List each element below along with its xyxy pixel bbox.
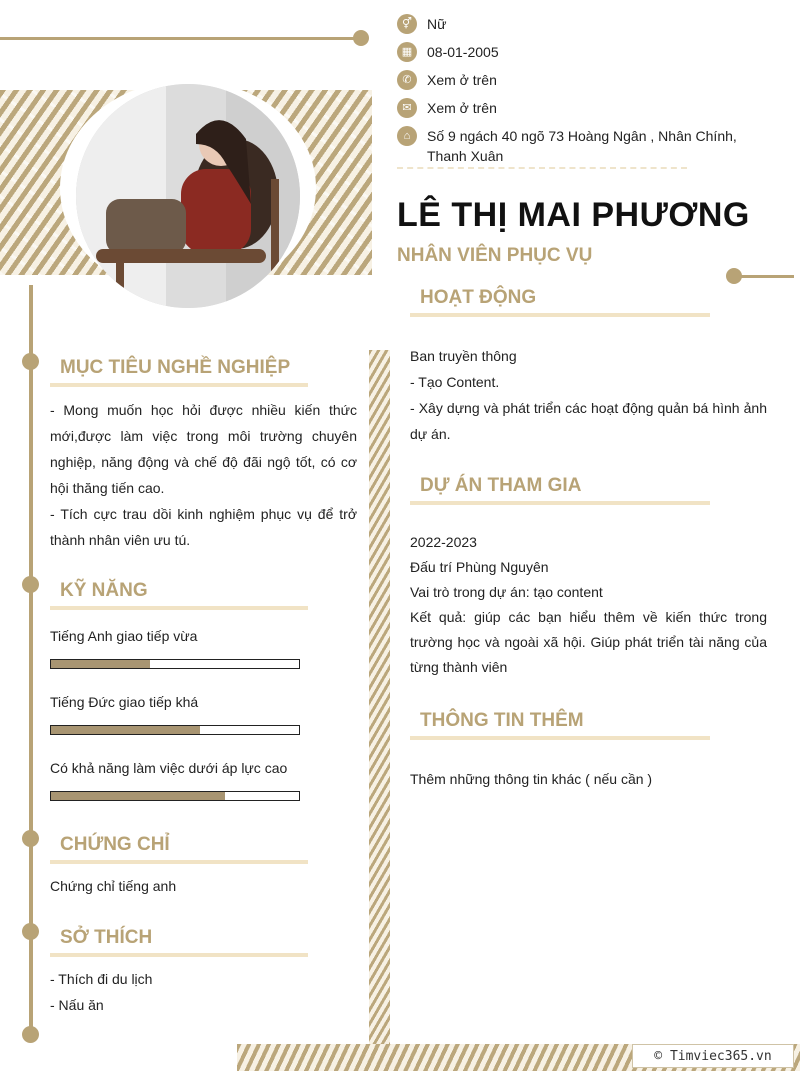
activity-line: - Xây dựng và phát triển các hoạt động quản bá hình ảnh dự án. (410, 400, 767, 442)
timeline-dot (22, 830, 39, 847)
skills-title: KỸ NĂNG (60, 580, 148, 601)
contact-phone (397, 70, 777, 90)
skill-bar (50, 659, 300, 669)
candidate-name: LÊ THỊ MAI PHƯƠNG (397, 196, 750, 234)
timeline-dot (22, 576, 39, 593)
timeline-dot (22, 923, 39, 940)
activity-line: - Tạo Content. (410, 374, 500, 390)
contact-birthday (397, 42, 777, 62)
contact-address (397, 126, 777, 166)
project-line: Đấu trí Phùng Nguyên (410, 559, 549, 575)
activity-line: Ban truyền thông (410, 348, 517, 364)
project-line: Kết quả: giúp các bạn hiểu thêm về kiến thức trong trường học và ngoài xã hội. Giúp phát triển tài năng của từng thành viên (410, 609, 767, 675)
project-line: 2022-2023 (410, 534, 477, 550)
timeline-dot (22, 353, 39, 370)
skill-label: Có khả năng làm việc dưới áp lực cao (50, 760, 288, 776)
activities-text (410, 343, 767, 447)
hobbies-text (50, 966, 350, 1018)
activities-underline (410, 313, 710, 317)
projects-title: DỰ ÁN THAM GIA (420, 475, 582, 496)
skill-label: Tiếng Đức giao tiếp khá (50, 694, 199, 710)
job-title: NHÂN VIÊN PHỤC VỤ (397, 245, 593, 266)
decorative-hatch-strip (369, 350, 390, 1045)
skill-bar-fill (51, 792, 225, 800)
envelope-icon: ✉ (397, 98, 417, 118)
timeline-dot (22, 1026, 39, 1043)
activities-title: HOẠT ĐỘNG (420, 287, 537, 308)
right-rule-dot (726, 268, 742, 284)
contact-email (397, 98, 777, 118)
email-value: Xem ở trên (427, 100, 497, 116)
extra-title: THÔNG TIN THÊM (420, 710, 584, 731)
objective-line: - Mong muốn học hỏi được nhiều kiến thức mới,được làm việc trong môi trường chuyên nghiệp, năng động và chế độ đãi ngộ tốt, có cơ hội thăng tiến cao. (50, 402, 357, 496)
project-line: Vai trò trong dự án: tạo content (410, 584, 603, 600)
top-rule-dot (353, 30, 369, 46)
birthday-value: 08-01-2005 (427, 44, 499, 60)
certificates-text: Chứng chỉ tiếng anh (50, 878, 177, 894)
extra-text: Thêm những thông tin khác ( nếu cần ) (410, 771, 653, 787)
top-rule (0, 37, 356, 40)
certificates-underline (50, 860, 308, 864)
home-icon: ⌂ (397, 126, 417, 146)
hobbies-title: SỞ THÍCH (60, 927, 153, 948)
skill-bar (50, 725, 300, 735)
projects-underline (410, 501, 710, 505)
objective-underline (50, 383, 308, 387)
skills-underline (50, 606, 308, 610)
phone-icon: ✆ (397, 70, 417, 90)
projects-text (410, 530, 767, 680)
objective-line: - Tích cực trau dồi kinh nghiệm phục vụ để trở thành nhân viên ưu tú. (50, 506, 357, 548)
contact-info (397, 14, 777, 174)
skill-bar-fill (51, 660, 150, 668)
skill-label: Tiếng Anh giao tiếp vừa (50, 628, 198, 644)
hobbies-underline (50, 953, 308, 957)
skill-bar-fill (51, 726, 200, 734)
extra-underline (410, 736, 710, 740)
address-value: Số 9 ngách 40 ngõ 73 Hoàng Ngân , Nhân Chính, Thanh Xuân (427, 128, 737, 164)
phone-value: Xem ở trên (427, 72, 497, 88)
calendar-icon: ▦ (397, 42, 417, 62)
objective-title: MỤC TIÊU NGHỀ NGHIỆP (60, 357, 291, 378)
contact-divider (397, 167, 687, 169)
gender-icon: ⚥ (397, 14, 417, 34)
skill-bar (50, 791, 300, 801)
right-rule (740, 275, 794, 278)
watermark: © Timviec365.vn (632, 1044, 794, 1068)
objective-text (50, 397, 357, 553)
gender-value: Nữ (427, 16, 447, 32)
certificates-title: CHỨNG CHỈ (60, 834, 170, 855)
avatar (76, 84, 300, 308)
hobby-item: - Nấu ăn (50, 997, 104, 1013)
hobby-item: - Thích đi du lịch (50, 971, 153, 987)
contact-gender (397, 14, 777, 34)
